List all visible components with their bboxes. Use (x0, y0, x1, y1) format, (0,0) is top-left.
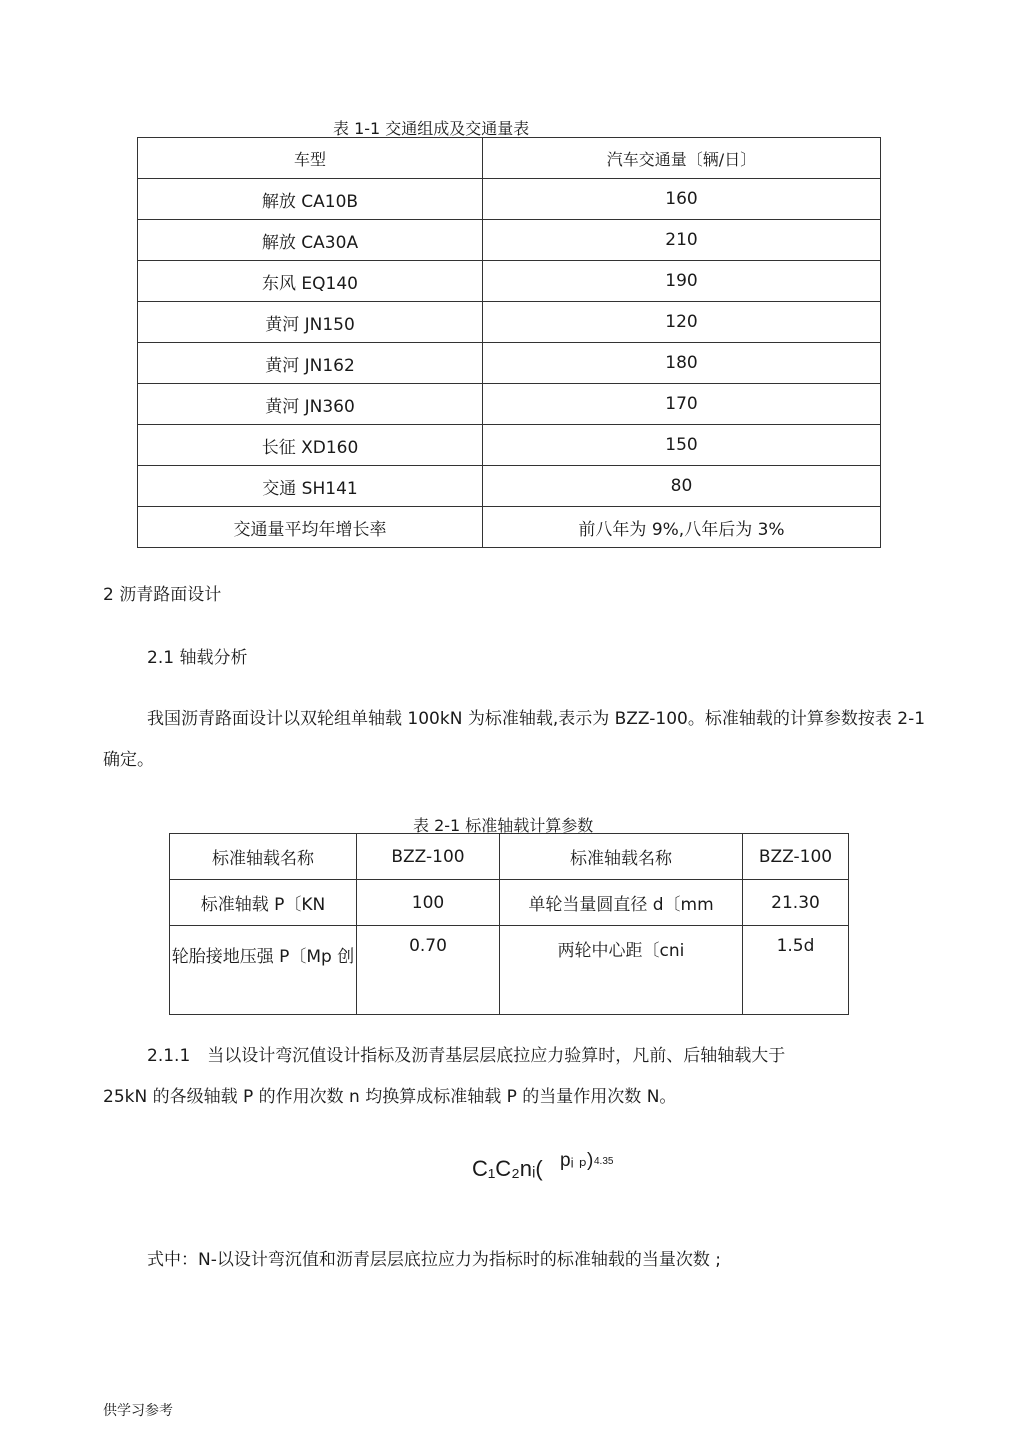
vehicle-type-cell: 长征 XD160 (138, 425, 483, 466)
table-row (138, 261, 881, 302)
traffic-volume-cell: 120 (483, 302, 881, 343)
traffic-volume-cell: 160 (483, 179, 881, 220)
table1-caption: 表 1-1 交通组成及交通量表 (333, 119, 530, 138)
vehicle-type-cell: 黄河 JN360 (138, 384, 483, 425)
growth-rate-label-cell: 交通量平均年增长率 (138, 507, 483, 548)
traffic-volume-cell: 180 (483, 343, 881, 384)
vehicle-type-cell: 解放 CA30A (138, 220, 483, 261)
header-cell-vehicle-type: 车型 (138, 138, 483, 179)
formula-main: C₁C₂nᵢ( (472, 1156, 543, 1181)
table-row (138, 220, 881, 261)
vehicle-type-cell: 黄河 JN150 (138, 302, 483, 343)
param-value-cell: BZZ-100 (743, 834, 849, 880)
table-row (138, 179, 881, 220)
formula-exponent: 4.35 (594, 1156, 614, 1167)
header-cell-traffic-volume: 汽车交通量〔辆/日〕 (483, 138, 881, 179)
param-value-cell: BZZ-100 (357, 834, 500, 880)
vehicle-type-cell: 东风 EQ140 (138, 261, 483, 302)
param-value-cell: 21.30 (743, 880, 849, 926)
param-name-cell: 标准轴载名称 (500, 834, 743, 880)
traffic-volume-cell: 150 (483, 425, 881, 466)
param-value-cell: 0.70 (357, 926, 500, 1015)
traffic-volume-cell: 190 (483, 261, 881, 302)
param-name-cell: 单轮当量圆直径 d〔mm (500, 880, 743, 926)
traffic-volume-cell: 170 (483, 384, 881, 425)
param-name-cell: 轮胎接地压强 P〔Mp 创 (170, 926, 357, 1015)
footer-text: 供学习参考 (103, 1403, 173, 1419)
section-2-1-heading: 2.1 轴载分析 (147, 648, 248, 668)
paragraph-line: 确定。 (103, 750, 154, 770)
param-value-cell: 100 (357, 880, 500, 926)
traffic-volume-cell: 210 (483, 220, 881, 261)
table2-caption: 表 2-1 标准轴载计算参数 (413, 816, 594, 835)
vehicle-type-cell: 交通 SH141 (138, 466, 483, 507)
table-row (170, 926, 849, 1015)
formula-fraction: pᵢ ₚ) (560, 1150, 594, 1171)
paragraph-line: 25kN 的各级轴载 P 的作用次数 n 均换算成标准轴载 P 的当量作用次数 N。 (103, 1087, 677, 1107)
growth-rate-value-cell: 前八年为 9%,八年后为 3% (483, 507, 881, 548)
param-name-cell: 标准轴载名称 (170, 834, 357, 880)
axle-load-table (169, 833, 849, 1015)
table-row (138, 384, 881, 425)
param-name-cell: 标准轴载 P〔KN (170, 880, 357, 926)
vehicle-type-cell: 解放 CA10B (138, 179, 483, 220)
table-row (170, 880, 849, 926)
table-row (170, 834, 849, 880)
table-row (138, 302, 881, 343)
table-header-row (138, 138, 881, 179)
table-row (138, 466, 881, 507)
paragraph-line: 2.1.1 当以设计弯沉值设计指标及沥青基层层底拉应力验算时，凡前、后轴轴载大于 (147, 1046, 786, 1066)
param-value-cell: 1.5d (743, 926, 849, 1015)
table-row (138, 425, 881, 466)
table-row (138, 507, 881, 548)
section-2-heading: 2 沥青路面设计 (103, 585, 222, 605)
vehicle-type-cell: 黄河 JN162 (138, 343, 483, 384)
param-name-cell: 两轮中心距〔cni (500, 926, 743, 1015)
table-row (138, 343, 881, 384)
traffic-table (137, 137, 881, 548)
paragraph-line: 式中：N-以设计弯沉值和沥青层层底拉应力为指标时的标准轴载的当量次数 ; (147, 1250, 721, 1270)
paragraph-line: 我国沥青路面设计以双轮组单轴载 100kN 为标准轴载,表示为 BZZ-100。标准轴载的计算参数按表 2-1 (147, 709, 926, 729)
traffic-volume-cell: 80 (483, 466, 881, 507)
